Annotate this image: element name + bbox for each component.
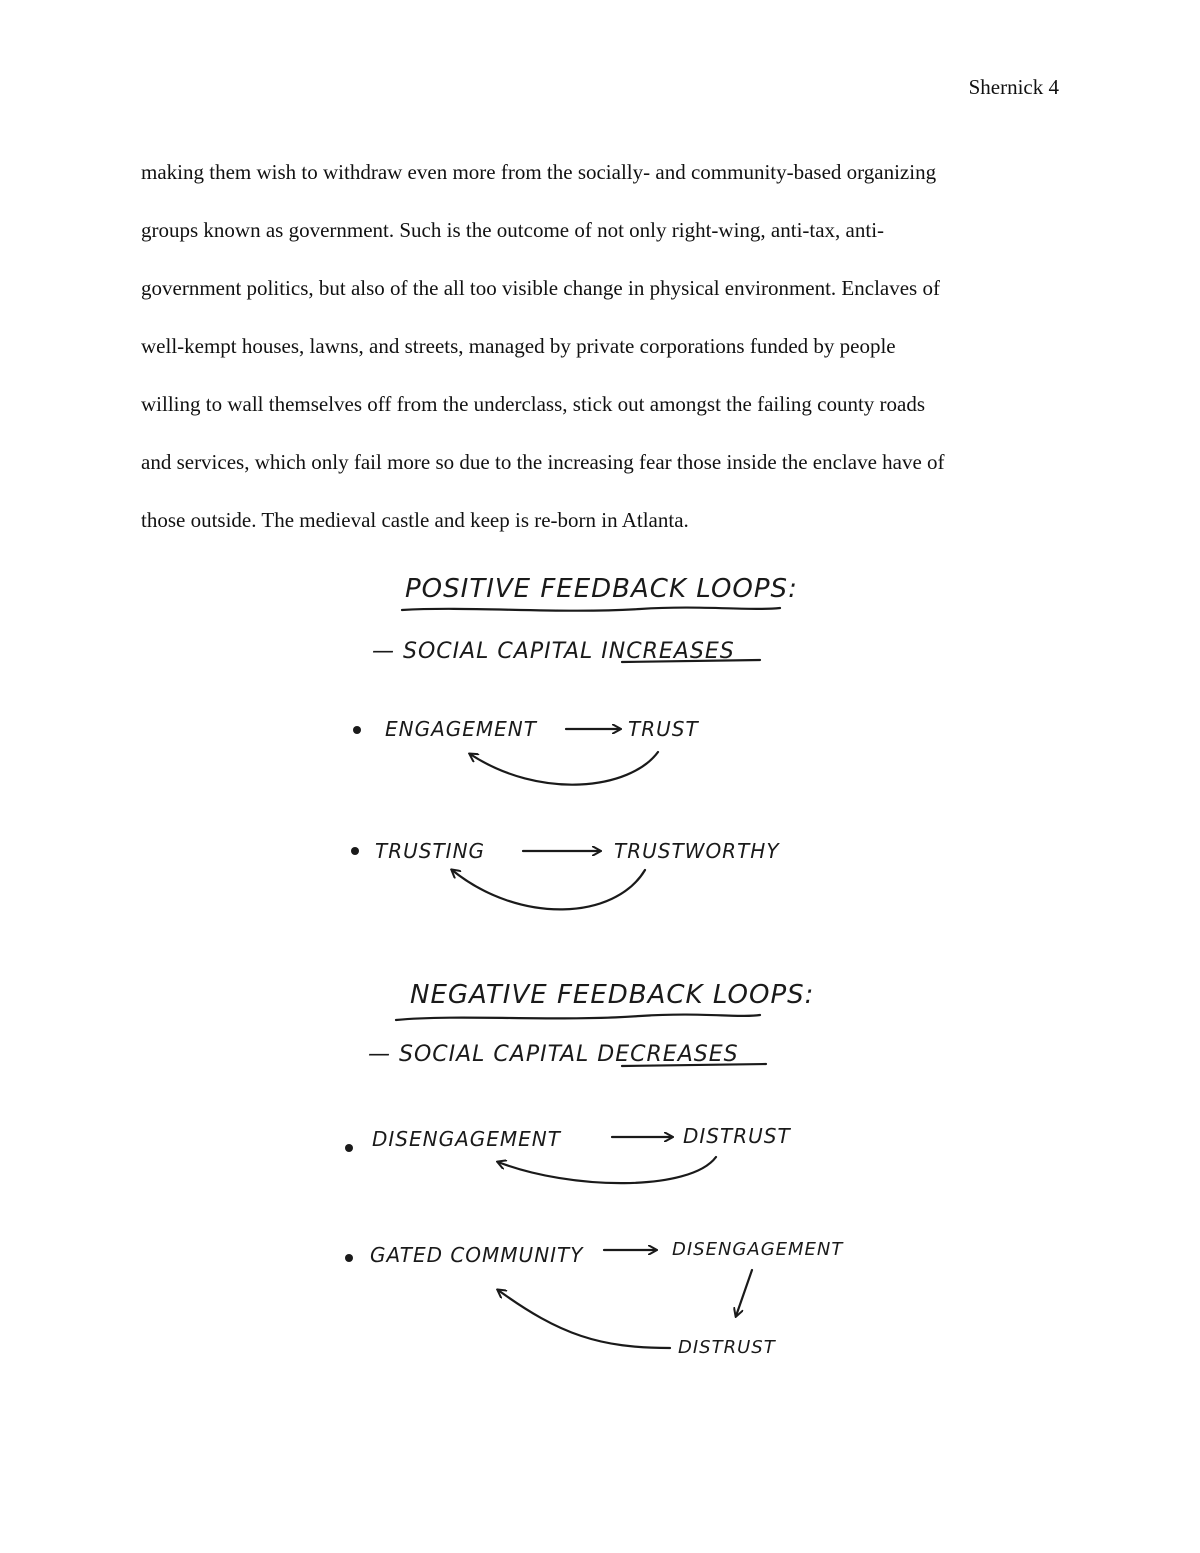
- bullet-point: [353, 726, 361, 734]
- body-line: government politics, but also of the all too visible change in physical environment. Enclaves of: [141, 276, 940, 300]
- trusting-label: TRUSTING: [375, 839, 486, 863]
- body-line: groups known as government. Such is the outcome of not only right-wing, anti-tax, anti-: [141, 218, 885, 242]
- body-line: willing to wall themselves off from the underclass, stick out amongst the failing county roads: [141, 392, 926, 416]
- trust-label: TRUST: [628, 717, 699, 741]
- bullet-point: [345, 1144, 353, 1152]
- distrust-label-2: DISTRUST: [678, 1337, 776, 1358]
- positive-loops-title: POSITIVE FEEDBACK LOOPS:: [405, 574, 798, 604]
- page-header: Shernick 4: [968, 75, 1059, 99]
- arrow-down-to-distrust: [736, 1270, 752, 1316]
- loop-return-arrow-3: [498, 1157, 716, 1183]
- loop-return-arrow-2: [452, 870, 645, 909]
- loop-return-arrow-4: [498, 1290, 670, 1348]
- disengagement-label: DISENGAGEMENT: [372, 1127, 561, 1151]
- body-line: well-kempt houses, lawns, and streets, managed by private corporations funded by people: [141, 334, 896, 358]
- negative-loops-subtitle: — SOCIAL CAPITAL DECREASES: [368, 1042, 739, 1067]
- positive-loops-section: [351, 574, 798, 909]
- engagement-label: ENGAGEMENT: [385, 717, 537, 741]
- loop-return-arrow-1: [470, 752, 658, 785]
- positive-loops-subtitle: — SOCIAL CAPITAL INCREASES: [372, 639, 735, 664]
- body-line: making them wish to withdraw even more from the socially- and community-based organizing: [141, 160, 937, 184]
- body-line: those outside. The medieval castle and keep is re-born in Atlanta.: [141, 508, 689, 532]
- trustworthy-label: TRUSTWORTHY: [614, 839, 780, 863]
- negative-loops-title: NEGATIVE FEEDBACK LOOPS:: [410, 980, 815, 1010]
- disengagement-label-2: DISENGAGEMENT: [672, 1239, 844, 1260]
- bullet-point: [351, 847, 359, 855]
- bullet-point: [345, 1254, 353, 1262]
- negative-loops-section: [345, 980, 844, 1358]
- positive-title-underline: [402, 608, 780, 611]
- distrust-label: DISTRUST: [683, 1124, 791, 1148]
- body-line: and services, which only fail more so due to the increasing fear those inside the enclave have of: [141, 450, 945, 474]
- gated-community-label: GATED COMMUNITY: [370, 1243, 584, 1267]
- negative-title-underline: [396, 1015, 760, 1020]
